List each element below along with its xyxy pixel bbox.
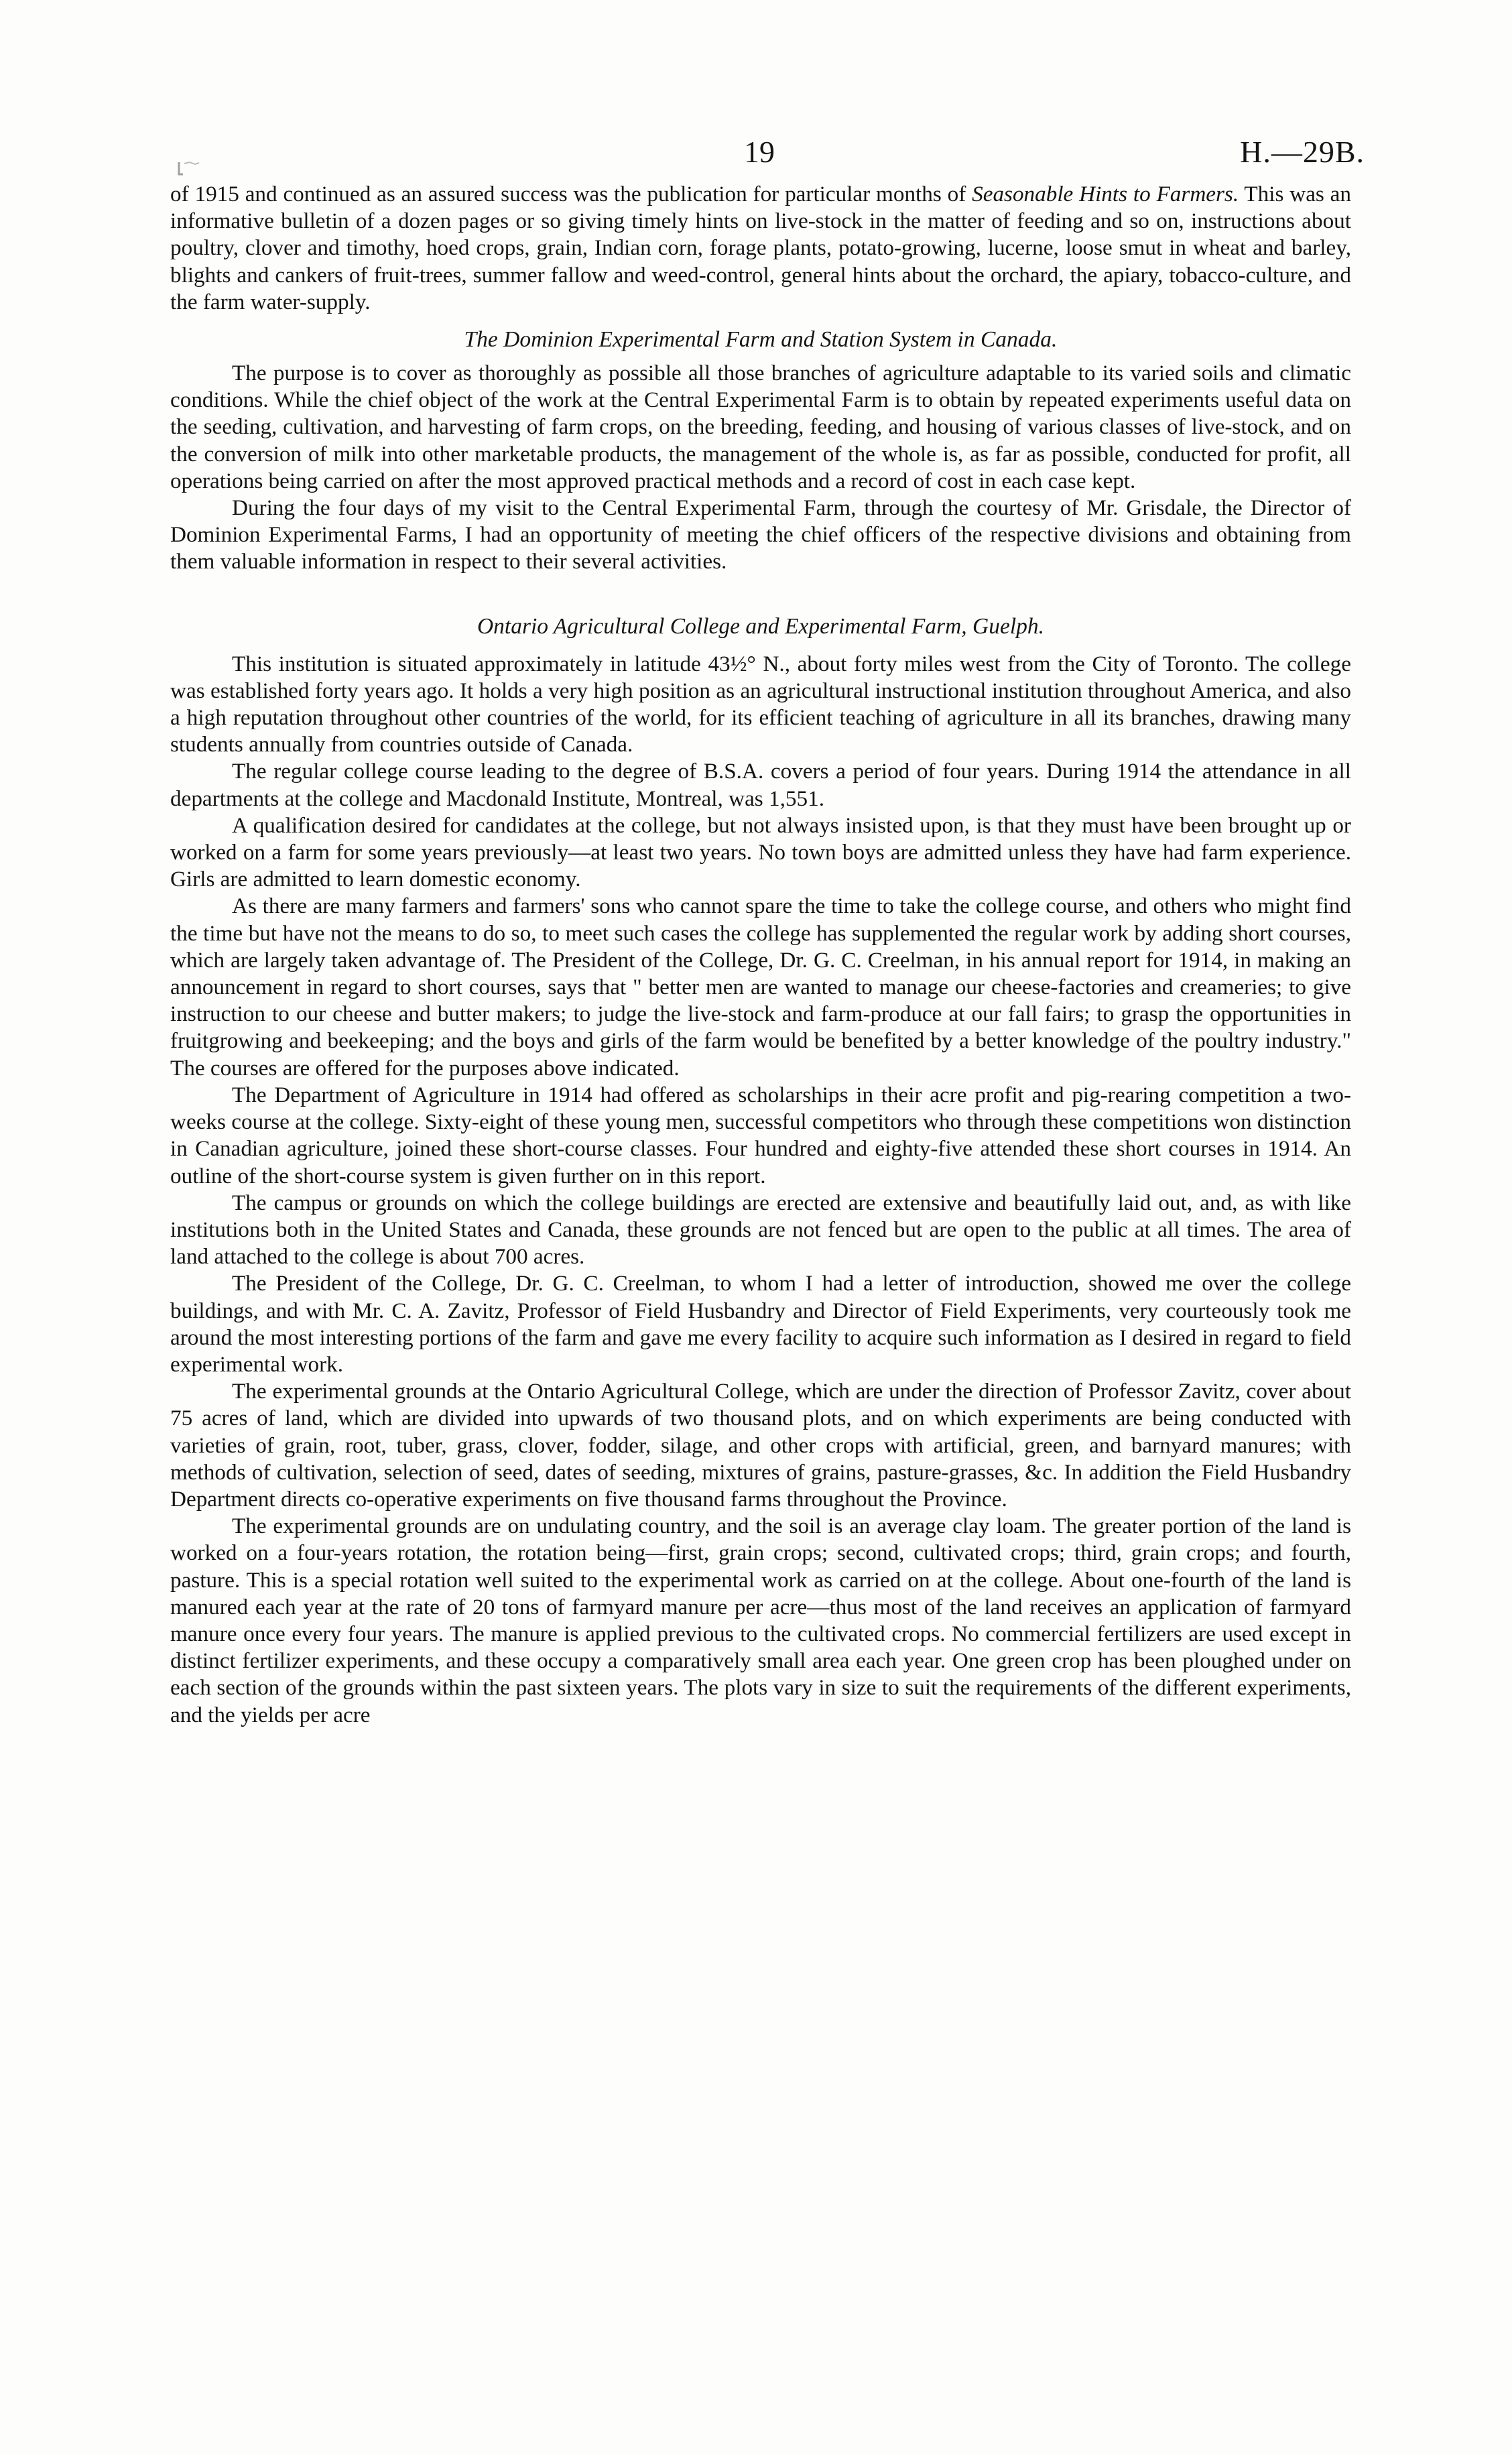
page-header — [0, 134, 1512, 174]
paragraph: This institution is situated approximately in latitude 43½° N., about forty miles west from the City of Toronto. The college was established forty years ago. It holds a very high position as an agricultural instructional institution throughout America, and also a high reputation throughout other countries of the world, for its efficient teaching of agriculture in all its branches, drawing many students annually from countries outside of Canada. — [170, 651, 1351, 757]
paragraph: As there are many farmers and farmers' sons who cannot spare the time to take the college course, and others who might find the time but have not the means to do so, to meet such cases the college has supplemented the regular work by adding short courses, which are largely taken advantage of. The President of the College, Dr. G. C. Creelman, in his annual report for 1914, in making an announcement in regard to short courses, says that " better men are wanted to manage our cheese-factories and creameries; to give instruction to our cheese and butter makers; to judge the live-stock and farm-produce at our fall fairs; to grasp the opportunities in fruitgrowing and beekeeping; and the boys and girls of the farm would be benefited by a better knowledge of the poultry industry." The courses are offered for the purposes above indicated. — [170, 894, 1351, 1081]
document-reference: H.—29B. — [1240, 135, 1365, 169]
scan-mark-icon — [178, 160, 200, 177]
paragraph: The campus or grounds on which the college buildings are erected are extensive and beautifully laid out, and, as with like institutions both in the United States and Canada, these grounds are not fenced but are open to the public at all times. The area of land attached to the college is about 700 acres. — [170, 1190, 1351, 1270]
paragraph: A qualification desired for candidates at the college, but not always insisted upon, is that they must have been brought up or worked on a farm for some years previously—at least two years. No town boys are admitted unless they have had farm experience. Girls are admitted to learn domestic economy. — [170, 812, 1351, 892]
paragraph: The purpose is to cover as thoroughly as possible all those branches of agriculture adaptable to its varied soils and climatic conditions. While the chief object of the work at the Central Experimental Farm is to obtain by repeated experiments useful data on the seeding, cultivation, and harvesting of farm crops, on the breeding, feeding, and housing of various classes of live-stock, and on the conversion of milk into other marketable products, the management of the whole is, as far as possible, conducted for profit, all operations being carried on after the most approved practical methods and a record of cost in each case kept. — [170, 361, 1351, 493]
paragraph: The regular college course leading to the degree of B.S.A. covers a period of four years. During 1914 the attendance in all departments at the college and Macdonald Institute, Montreal, was 1,551. — [170, 759, 1351, 811]
paragraph: The President of the College, Dr. G. C. Creelman, to whom I had a letter of introduction, showed me over the college buildings, and with Mr. C. A. Zavitz, Professor of Field Husbandry and Director of Field Experiments, very courteously took me around the most interesting portions of the farm and gave me every facility to acquire such information as I desired in regard to field experimental work. — [170, 1271, 1351, 1377]
paragraph-text: This was an informative bulletin of a dozen pages or so giving timely hints on live-stock in the matter of feeding and so on, instructions about poultry, clover and timothy, hoed crops, grain, Indian corn, forage plants, potato-growing, lucerne, loose smut in wheat and barley, blights and cankers of fruit-trees, summer fallow and weed-control, general hints about the orchard, the apiary, tobacco-culture, and the farm water-supply. — [170, 182, 1351, 314]
paragraph: During the four days of my visit to the Central Experimental Farm, through the courtesy of Mr. Grisdale, the Director of Dominion Experimental Farms, I had an opportunity of meeting the chief officers of the respective divisions and obtaining from them valuable information in respect to their several activities. — [170, 495, 1351, 574]
section-heading-ontario-college: Ontario Agricultural College and Experimental Farm, Guelph. — [477, 613, 1045, 639]
section-heading-dominion-farms: The Dominion Experimental Farm and Station System in Canada. — [464, 327, 1058, 353]
paragraph: The Department of Agriculture in 1914 had offered as scholarships in their acre profit and pig-rearing competition a two-weeks course at the college. Sixty-eight of these young men, successful competitors who through these competitions won distinction in Canadian agriculture, joined these short-course classes. Four hundred and eighty-five attended these short courses in 1914. An outline of the short-course system is given further on in this report. — [170, 1082, 1351, 1188]
paragraph: The experimental grounds at the Ontario Agricultural College, which are under the direction of Professor Zavitz, cover about 75 acres of land, which are divided into upwards of two thousand plots, and on which experiments are being conducted with varieties of grain, root, tuber, grass, clover, fodder, silage, and other crops with artificial, green, and barnyard manures; with methods of cultivation, selection of seed, dates of seeding, mixtures of grains, pasture-grasses, &c. In addition the Field Husbandry Department directs co-operative experiments on five thousand farms throughout the Province. — [170, 1379, 1351, 1512]
page-number: 19 — [744, 135, 775, 169]
paragraph-continued — [170, 181, 1351, 316]
article-body — [170, 181, 1351, 1729]
publication-title: Seasonable Hints to Farmers. — [972, 182, 1239, 206]
paragraph: The experimental grounds are on undulating country, and the soil is an average clay loam. The greater portion of the land is worked on a four-years rotation, the rotation being—first, grain crops; second, cultivated crops; third, grain crops; and fourth, pasture. This is a special rotation well suited to the experimental work as carried on at the college. About one-fourth of the land is manured each year at the rate of 20 tons of farmyard manure per acre—thus most of the land receives an application of farmyard manure once every four years. The manure is applied previous to the cultivated crops. No commercial fertilizers are used except in distinct fertilizer experiments, and these occupy a comparatively small area each year. One green crop has been ploughed under on each section of the grounds within the past sixteen years. The plots vary in size to suit the requirements of the different experiments, and the yields per acre — [170, 1514, 1351, 1727]
paragraph-text: of 1915 and continued as an assured success was the publication for particular months of — [170, 182, 972, 206]
